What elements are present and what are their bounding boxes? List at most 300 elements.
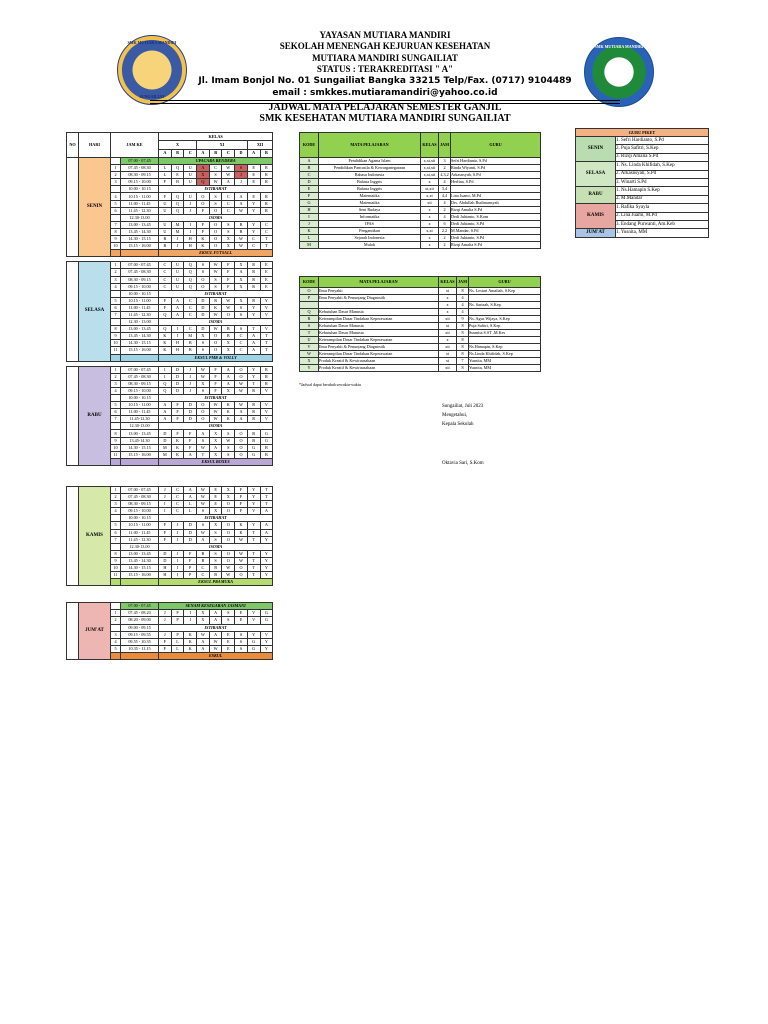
lesson-no: 8 (111, 326, 121, 333)
subject-hours: 6 (439, 221, 451, 228)
subject-code-cell: P (171, 610, 184, 617)
lesson-time: 10.15 - 11.00 (121, 402, 159, 409)
subject-code-cell: F (235, 494, 248, 501)
lesson-time: 11.45-12.30 (121, 416, 159, 423)
subject-code-cell: W (222, 172, 235, 179)
subject-code-cell: F (235, 501, 248, 508)
subject-code-cell: K (235, 522, 248, 529)
subject-code-cell: R (260, 193, 273, 200)
lesson-no (111, 603, 121, 610)
subject-name: Pengantikan (319, 228, 421, 235)
schedule-table (66, 132, 273, 660)
subj-col-mapel: MATA PELAJARAN (319, 133, 421, 158)
subject-class: x,xi (421, 228, 439, 235)
subject-row (300, 365, 541, 372)
lesson-no: 4 (111, 283, 121, 290)
subject-code-cell: M (171, 221, 184, 228)
subject-code-cell: A (209, 617, 222, 624)
doc-title: JADWAL MATA PELAJARAN SEMESTER GANJIL (268, 102, 502, 113)
lesson-time: 08.30 - 09.15 (121, 380, 159, 387)
subject-row (300, 337, 541, 344)
subject-code-cell: C (184, 326, 197, 333)
lesson-no: 7 (111, 221, 121, 228)
subject-code-cell: K (184, 638, 197, 645)
subject-teacher: Arkasnsyah, S.Pd (451, 172, 541, 179)
subject-name: Ilmu Penyakit & Penunjang Diagnostik (319, 344, 439, 351)
subject-code-cell: D (159, 430, 172, 437)
subject-code-cell: Q (184, 269, 197, 276)
subject-code-cell: Y (260, 297, 273, 304)
subject-code-cell: C (222, 193, 235, 200)
subject-code-cell: Y (247, 366, 260, 373)
subject-code-cell: T (260, 347, 273, 354)
subject-code-cell: W (209, 326, 222, 333)
special-period: ISTIRAHAT (159, 624, 273, 631)
subject-class: x (439, 295, 457, 302)
subject-code-cell: R (260, 366, 273, 373)
subject-teacher: Yusnita, MM (469, 365, 541, 372)
subject-teacher: Ns.Hamapin, S.Kep (469, 344, 541, 351)
subject-code-cell: F (159, 645, 172, 652)
doc-subtitle: SMK KESEHATAN MUTIARA MANDIRI SUNGAILIAT (259, 113, 511, 124)
school-logo-left (117, 35, 187, 105)
subject-code-cell: W (235, 402, 248, 409)
special-period: UPACARA BENDERA (159, 158, 273, 165)
subject-code-cell: C (260, 221, 273, 228)
lesson-time: 11.00 - 11.45 (121, 200, 159, 207)
subject-row (300, 207, 541, 214)
schedule-row (67, 603, 273, 610)
subject-class: xi,xii (421, 186, 439, 193)
subject-code-cell: B (247, 437, 260, 444)
subject-code-cell: F (197, 228, 210, 235)
subject-code: O (300, 288, 319, 295)
subject-code-cell: Y (247, 373, 260, 380)
subject-code-cell: F (235, 508, 248, 515)
subject-class: xi (439, 351, 457, 358)
subject-code-cell: X (222, 340, 235, 347)
subject-code-cell: W (209, 311, 222, 318)
lesson-no (111, 423, 121, 430)
subject-code-cell: F (235, 486, 248, 493)
subject-code-cell: K (171, 451, 184, 458)
duty-teacher: 2. Puja Safitri, S.Kep (616, 145, 709, 153)
subject-code-cell: A (184, 494, 197, 501)
subject-code-cell: Q (159, 387, 172, 394)
col-hari: HARI (79, 133, 111, 158)
subject-code-cell: O (197, 283, 210, 290)
duty-teacher: 3. Endang Purwanti, Am.Keb (616, 220, 709, 228)
subject-code-cell: K (159, 340, 172, 347)
subject-hours: 4 (439, 200, 451, 207)
subject-code-cell: T (260, 340, 273, 347)
subject-code-cell: F (209, 366, 222, 373)
subject-code-cell: U (159, 221, 172, 228)
subj2-col-mapel: MATA PELAJARAN (319, 277, 439, 288)
subject-name: Bahasa Indonesia (319, 172, 421, 179)
subject-row (300, 242, 541, 249)
subject-hours: 8 (457, 288, 469, 295)
subject-code-cell: Y (247, 486, 260, 493)
subject-code-cell: C (235, 333, 248, 340)
schedule-row (67, 262, 273, 269)
subject-code-cell: Q (197, 179, 210, 186)
lesson-no (111, 250, 121, 257)
subject-row (300, 309, 541, 316)
subject-hours: 8 (457, 337, 469, 344)
subject-code-cell: J (171, 522, 184, 529)
lesson-no: 4 (111, 508, 121, 515)
subject-code-cell: R (247, 409, 260, 416)
subject-code-cell: T (247, 380, 260, 387)
subject-code-cell: Y (247, 207, 260, 214)
subject-teacher: Rinda Wiyanti, S.Pd (451, 165, 541, 172)
subject-code-cell: M (171, 228, 184, 235)
subject-code-cell: K (209, 304, 222, 311)
subject-code-cell: F (159, 304, 172, 311)
subject-code-cell: T (260, 486, 273, 493)
subject-code-cell: B (184, 340, 197, 347)
subject-code-cell: S (235, 326, 248, 333)
subject-code-cell: Y (247, 228, 260, 235)
letterhead (0, 26, 768, 122)
subject-code-cell: W (197, 631, 210, 638)
subject-code: V (300, 344, 319, 351)
class-col-2: C (184, 149, 197, 157)
lesson-time: 07.45 - 08.20 (121, 610, 159, 617)
subject-code-cell: I (159, 508, 172, 515)
subject-code-cell: J (159, 494, 172, 501)
lesson-time: 08.30 - 09.15 (121, 501, 159, 508)
subject-code-cell: M (159, 451, 172, 458)
special-period: ISOMA (159, 423, 273, 430)
subject-code-cell: J (171, 536, 184, 543)
subject-row (300, 323, 541, 330)
subject-code-cell: H (159, 572, 172, 579)
subject-code-cell: O (209, 243, 222, 250)
lesson-time: 07.45 - 08.30 (121, 494, 159, 501)
subject-code-cell: C (159, 262, 172, 269)
subject-code-cell: W (235, 536, 248, 543)
subject-code-cell: D (171, 366, 184, 373)
subject-code-cell: C (247, 236, 260, 243)
lesson-no: 9 (111, 557, 121, 564)
subject-teacher (469, 337, 541, 344)
subject-code-cell: V (260, 416, 273, 423)
subject-hours: 7 (457, 358, 469, 365)
subject-code-cell: L (159, 165, 172, 172)
lesson-time: 13.45-14.30 (121, 437, 159, 444)
subject-code-cell: U (171, 269, 184, 276)
subject-code-cell: B (260, 451, 273, 458)
subject-code-cell: A (209, 631, 222, 638)
subject-code-cell: Y (260, 564, 273, 571)
subj2-col-guru: GURU (469, 277, 541, 288)
subject-code-cell: J (159, 631, 172, 638)
special-period: EKSUL PMR & VOLLY (159, 354, 273, 361)
subject-code-cell: O (235, 444, 248, 451)
lesson-no (111, 543, 121, 550)
lesson-time: 12.30-13.00 (121, 423, 159, 430)
subject-code-cell: A (197, 165, 210, 172)
subject-code-cell: V (260, 387, 273, 394)
sign-role: Kepala Sekolah (442, 422, 474, 427)
subject-code-cell: B (197, 550, 210, 557)
subject-code-cell: R (247, 283, 260, 290)
lesson-no: 1 (111, 366, 121, 373)
subject-code-cell: K (197, 243, 210, 250)
subject-code-cell: E (247, 193, 260, 200)
subject-code-cell: S (235, 638, 248, 645)
subject-name: IPAS (319, 221, 421, 228)
subject-row (300, 235, 541, 242)
subject-row (300, 179, 541, 186)
lesson-time: 09.00 - 09.15 (121, 624, 159, 631)
subject-code-cell: Q (171, 207, 184, 214)
subject-code-cell: W (235, 207, 248, 214)
subject-code-cell: F (171, 416, 184, 423)
subject-code-cell: F (209, 373, 222, 380)
lesson-no (111, 579, 121, 586)
subject-code-cell: E (222, 645, 235, 652)
subject-hours: 2 (439, 235, 451, 242)
subject-code-cell: S (235, 645, 248, 652)
subject-row (300, 186, 541, 193)
subject-class: x (439, 337, 457, 344)
col-xii: XII (247, 141, 272, 149)
day-no-cell (67, 486, 79, 585)
sign-place-date: Sungailiat, Juli 2023 (442, 404, 484, 409)
subject-teacher: Yusnita, MM (469, 358, 541, 365)
subject-code-cell: R (247, 416, 260, 423)
subject-class: x,xi (421, 193, 439, 200)
subject-code-cell: G (260, 430, 273, 437)
subject-code-cell: B (209, 572, 222, 579)
duty-day: JUM'AT (576, 229, 616, 237)
subject-teacher: Puja Safitri, S.Kep (469, 323, 541, 330)
subject-code-cell: U (184, 172, 197, 179)
school-logo-right (584, 37, 654, 107)
lesson-no: 1 (111, 262, 121, 269)
subject-code-cell: S (197, 437, 210, 444)
lesson-no: 11 (111, 572, 121, 579)
day-name: SENIN (79, 158, 111, 257)
subject-code-cell: B (184, 347, 197, 354)
subject-code-cell: S (209, 283, 222, 290)
subject-code-cell: J (235, 172, 248, 179)
lesson-time: 13.00 - 13.45 (121, 221, 159, 228)
subject-code-cell: Q (159, 326, 172, 333)
subject-code-cell: D (159, 437, 172, 444)
subject-code-cell: B (209, 564, 222, 571)
subject-code-cell: K (159, 347, 172, 354)
subject-code-cell: S (197, 269, 210, 276)
subject-teacher: Rizqi Amalia S.Pd (451, 242, 541, 249)
special-period: SENAM KESEGARAN JASMANI (159, 603, 273, 610)
subject-teacher: Sefri Hardianto, S.Pd (451, 158, 541, 165)
subj2-col-kode: KODE (300, 277, 319, 288)
lesson-time: 08.30 - 09.15 (121, 172, 159, 179)
subject-class: xii (439, 365, 457, 372)
subject-code-cell: D (171, 380, 184, 387)
subject-hours: 8 (457, 330, 469, 337)
subject-code: T (300, 330, 319, 337)
special-period: ESKUL (159, 652, 273, 659)
lesson-time: 14.30 - 15.15 (121, 444, 159, 451)
subject-code-cell: G (260, 617, 273, 624)
subject-code-cell: X (209, 430, 222, 437)
duty-row (576, 204, 709, 212)
lesson-no (111, 158, 121, 165)
subject-code-cell: A (247, 347, 260, 354)
subject-code-cell: S (235, 165, 248, 172)
subject-code-cell: A (197, 536, 210, 543)
subject-code: B (300, 165, 319, 172)
lesson-time: 15.15 - 16.00 (121, 347, 159, 354)
duty-day: RABU (576, 187, 616, 204)
subject-code-cell: F (159, 529, 172, 536)
logo-right-text: SMK MUTIARA MANDIRI (594, 44, 644, 49)
foundation-name: YAYASAN MUTIARA MANDIRI (319, 30, 451, 40)
subject-code-cell: T (247, 326, 260, 333)
subject-code-cell: W (235, 387, 248, 394)
lesson-time: 10.00 - 10.15 (121, 186, 159, 193)
duty-row (576, 187, 709, 195)
subject-code-cell: X (197, 172, 210, 179)
subject-code-cell: L (171, 638, 184, 645)
subject-code-cell: R (247, 276, 260, 283)
subject-code-cell: W (222, 437, 235, 444)
subject-code-cell: E (209, 494, 222, 501)
subject-row (300, 358, 541, 365)
lesson-time: 10.35 - 11.15 (121, 645, 159, 652)
subject-code-cell: T (247, 572, 260, 579)
lesson-no: 9 (111, 333, 121, 340)
subject-code-cell: S (235, 311, 248, 318)
lesson-time: 09.15 - 10.00 (121, 283, 159, 290)
subject-name: Sejarah Indonesia (319, 235, 421, 242)
subject-code-cell: Y (247, 631, 260, 638)
subject-code-cell: C (171, 486, 184, 493)
lesson-time: 11.45 - 12.30 (121, 536, 159, 543)
lesson-no: 2 (111, 494, 121, 501)
special-period: ISOMA (159, 543, 273, 550)
lesson-no (111, 652, 121, 659)
subject-code-cell: O (235, 437, 248, 444)
subject-code-cell: S (197, 522, 210, 529)
subject-code: L (300, 235, 319, 242)
subject-code-cell: A (235, 409, 248, 416)
subject-code-cell: I (184, 617, 197, 624)
subjects-table-1 (299, 132, 541, 249)
subject-class: x (421, 207, 439, 214)
subject-teacher: Ns. Sarizah, S.Kep (469, 302, 541, 309)
subject-code-cell: C (171, 494, 184, 501)
subject-code-cell: O (209, 340, 222, 347)
subject-code-cell: Q (184, 276, 197, 283)
subject-code-cell: E (235, 617, 248, 624)
lesson-time: 14.30 - 15.15 (121, 236, 159, 243)
subject-code-cell: K (235, 529, 248, 536)
subject-hours: 3,4 (439, 186, 451, 193)
day-no-cell (67, 158, 79, 257)
lesson-no (111, 214, 121, 221)
subject-code-cell: R (209, 297, 222, 304)
subj2-col-kelas: KELAS (439, 277, 457, 288)
subject-code-cell: O (197, 409, 210, 416)
subject-code-cell: X (222, 494, 235, 501)
subject-code-cell: S (235, 304, 248, 311)
subject-code-cell: B (222, 326, 235, 333)
subject-class: x,xi,xii (421, 158, 439, 165)
duty-row (576, 162, 709, 170)
subject-code-cell: X (197, 380, 210, 387)
subject-code-cell: Y (260, 645, 273, 652)
lesson-no: 5 (111, 402, 121, 409)
lesson-no: 8 (111, 228, 121, 235)
lesson-no: 8 (111, 550, 121, 557)
subject-code-cell: D (184, 529, 197, 536)
lesson-time: 09.15 - 10.00 (121, 387, 159, 394)
subject-code-cell: D (197, 326, 210, 333)
lesson-time: 13.00 - 13.45 (121, 430, 159, 437)
subject-code: A (300, 158, 319, 165)
lesson-time: 13.45 - 14.30 (121, 228, 159, 235)
subject-code-cell: F (197, 221, 210, 228)
subject-hours: 2 (439, 242, 451, 249)
subject-code-cell: K (171, 444, 184, 451)
lesson-no: 4 (111, 387, 121, 394)
subject-code (300, 302, 319, 309)
subject-code-cell: S (222, 451, 235, 458)
subject-name: Ilmu Penyakit (319, 288, 439, 295)
subject-code-cell: D (197, 297, 210, 304)
accreditation: STATUS : TERAKREDITASI " A" (316, 64, 454, 74)
subject-code: G (300, 200, 319, 207)
lesson-no (111, 458, 121, 465)
subject-code-cell: R (260, 200, 273, 207)
subject-name: Informatika (319, 214, 421, 221)
subject-code-cell: O (197, 402, 210, 409)
subject-teacher: Dedi Juhianto, S.Pd (451, 235, 541, 242)
lesson-time: 07.45 - 08.30 (121, 269, 159, 276)
subject-code-cell: F (171, 409, 184, 416)
subject-code-cell: O (235, 564, 248, 571)
subject-hours: 4 (439, 179, 451, 186)
subject-code: K (300, 228, 319, 235)
duty-teacher: 3. Winarti S.Pd (616, 178, 709, 186)
subject-hours: 4 (439, 214, 451, 221)
subject-code-cell: S (235, 631, 248, 638)
subject-code-cell: J (184, 380, 197, 387)
subject-code: I (300, 214, 319, 221)
lesson-time: 14.30 - 15.15 (121, 564, 159, 571)
subject-code-cell: X (222, 486, 235, 493)
subject-teacher: Rizqi Amalia S.Pd (451, 207, 541, 214)
subject-code-cell: C (159, 269, 172, 276)
subject-code-cell: S (209, 536, 222, 543)
subject-name: Bahasa Inggris (319, 179, 421, 186)
lesson-no: 3 (111, 501, 121, 508)
subject-code-cell: F (184, 444, 197, 451)
subject-name: Ilmu Penyakit & Penunjang Diagnostik (319, 295, 439, 302)
subject-code-cell: H (184, 236, 197, 243)
subject-class: xi (439, 323, 457, 330)
class-col-1: B (171, 149, 184, 157)
subject-code-cell: W (235, 236, 248, 243)
subject-name: Matematika (319, 200, 421, 207)
subject-code-cell: W (222, 572, 235, 579)
